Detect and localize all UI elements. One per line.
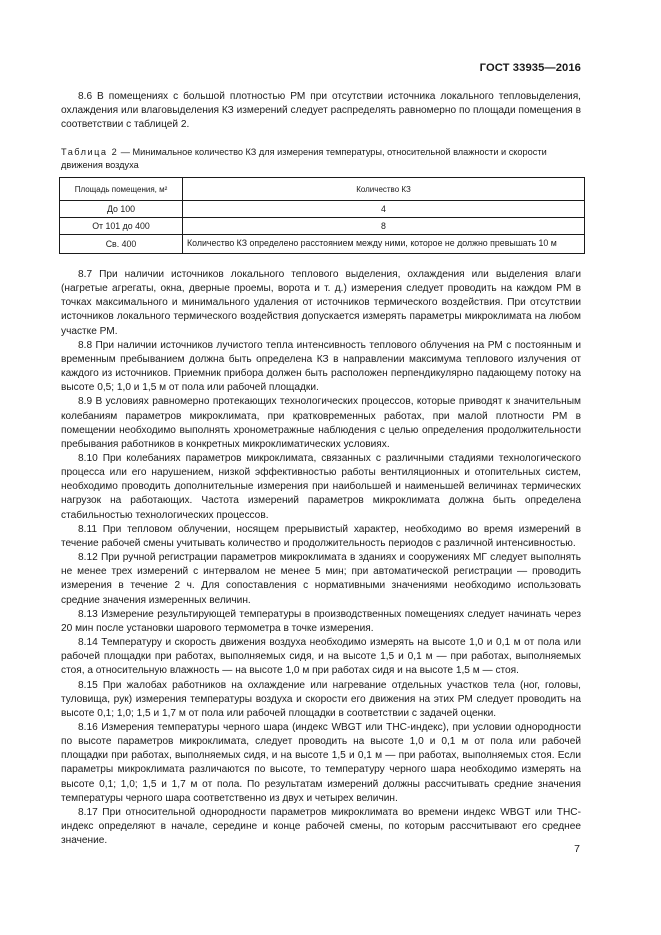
- table-header-area: Площадь помещения, м²: [60, 178, 183, 201]
- paragraph-8-11: 8.11 При тепловом облучении, носящем прерывистый характер, необходимо во время измерений в течение рабочей смены учитывать количество и продолжительность периодов с различной интенсивностью.: [61, 523, 581, 549]
- table-cell-area: До 100: [60, 201, 183, 218]
- table-header-row: [60, 178, 585, 201]
- table-caption-label: Таблица 2: [61, 147, 119, 158]
- paragraph-8-7: 8.7 При наличии источников локального теплового выделения, охлаждения или выделения влаги (нагретые агрегаты, окна, дверные проемы, ворота и т. д.) измерения следует проводить на каждом РМ в точках максимального и минимального удаления от источников термического воздействия. При отсутствии источников локального термического воздействия допускается измерять параметры микроклимата на любом участке РМ.: [61, 268, 581, 337]
- page-number: 7: [574, 843, 580, 855]
- table-caption: [61, 146, 581, 171]
- table-cell-area: От 101 до 400: [60, 218, 183, 235]
- table-2: [59, 177, 585, 254]
- table-cell-count: 8: [183, 218, 585, 235]
- table-cell-area: Св. 400: [60, 235, 183, 254]
- paragraph-8-13: 8.13 Измерение результирующей температуры в производственных помещениях следует начинать через 20 мин после установки шарового термометра в точке измерения.: [61, 608, 581, 634]
- table-row: [60, 201, 585, 218]
- table-header-count: Количество КЗ: [183, 178, 585, 201]
- paragraph-8-15: 8.15 При жалобах работников на охлаждение или нагревание отдельных участков тела (ног, головы, туловища, рук) измерения температуры воздуха и скорости его движения на этих РМ следует проводить на высоте 0,1; 1,0; 1,5 и 1,7 м от пола или рабочей площадки в соответствии с задачей оценки.: [61, 679, 581, 719]
- table-caption-text: — Минимальное количество КЗ для измерения температуры, относительной влажности и скорости движения воздуха: [61, 147, 547, 170]
- paragraph-8-12: 8.12 При ручной регистрации параметров микроклимата в зданиях и сооружениях МГ следует выполнять не менее трех измерений с интервалом не менее 5 мин; при автоматической регистрации — проводить измерения в течение 2 ч. Для сопоставления с нормативными значениями необходимо использовать средние значения измеренных величин.: [61, 552, 581, 606]
- paragraph-8-8: 8.8 При наличии источников лучистого тепла интенсивность теплового облучения на РМ с постоянным и временным пребыванием должна быть определена КЗ в направлении максимума теплового излучения от каждого из источников. Приемник прибора должен быть расположен перпендикулярно падающему потоку на высоте 0,5; 1,0 и 1,5 м от пола или рабочей площадки.: [61, 339, 581, 394]
- table-cell-count: Количество КЗ определено расстоянием между ними, которое не должно превышать 10 м: [183, 235, 585, 254]
- document-code: ГОСТ 33935—2016: [479, 62, 581, 74]
- table-row: [60, 235, 585, 254]
- page-body: [61, 90, 581, 848]
- paragraph-8-10: 8.10 При колебаниях параметров микроклимата, связанных с различными стадиями технологического процесса или его нарушением, низкой эффективностью работы вентиляционных и отопительных систем, необходимо проводить дополнительные измерения при наибольшей и наименьшей величинах термических нагрузок на работающих. Частота измерений параметров микроклимата должна быть определена стабильностью технологических процессов.: [61, 453, 581, 521]
- paragraph-8-9: 8.9 В условиях равномерно протекающих технологических процессов, которые приводят к значительным колебаниям параметров микроклимата, при кратковременных работах, при малой плотности РМ в помещении необходимо выполнять хронометражные наблюдения с целью определения продолжительности пребывания работников в конкретных микроклиматических условиях.: [61, 396, 581, 450]
- paragraph-8-17: 8.17 При относительной однородности параметров микроклимата во времени индекс WBGT или ТНС-индекс определяют в начале, середине и конце рабочей смены, по которым рассчитывают его среднее значение.: [61, 806, 581, 847]
- paragraph-8-6: 8.6 В помещениях с большой плотностью РМ при отсутствии источника локального тепловыделения, охлаждения или влаговыделения КЗ измерений следует распределять равномерно по площади помещения в соответствии с таблицей 2.: [61, 91, 581, 131]
- table-row: [60, 218, 585, 235]
- paragraph-8-14: 8.14 Температуру и скорость движения воздуха необходимо измерять на высоте 1,0 и 0,1 м от пола или рабочей площадки при работах, выполняемых сидя, и на высоте 1,5 и 0,1 м — при работах, выполняемых стоя, а относительную влажность — на высоте 1,0 м при работах сидя и на высоте 1,5 м — стоя.: [61, 637, 581, 677]
- table-cell-count: 4: [183, 201, 585, 218]
- paragraph-8-16: 8.16 Измерения температуры черного шара (индекс WBGT или ТНС-индекс), при условии однородности по высоте параметров микроклимата, следует проводить на высоте 1,0 и 0,1 м от пола или рабочей площадки при работах, выполняемых сидя, и на высоте 1,5 и 0,1 м — при работах, выполняемых стоя. Если параметры микроклимата различаются по высоте, то температуру черного шара необходимо измерять на высоте 0,1; 1,0; 1,5 и 1,7 м от пола. По результатам измерений должны рассчитывать средние значения температуры черного шара соответственно из двух и четырех величин.: [61, 721, 581, 804]
